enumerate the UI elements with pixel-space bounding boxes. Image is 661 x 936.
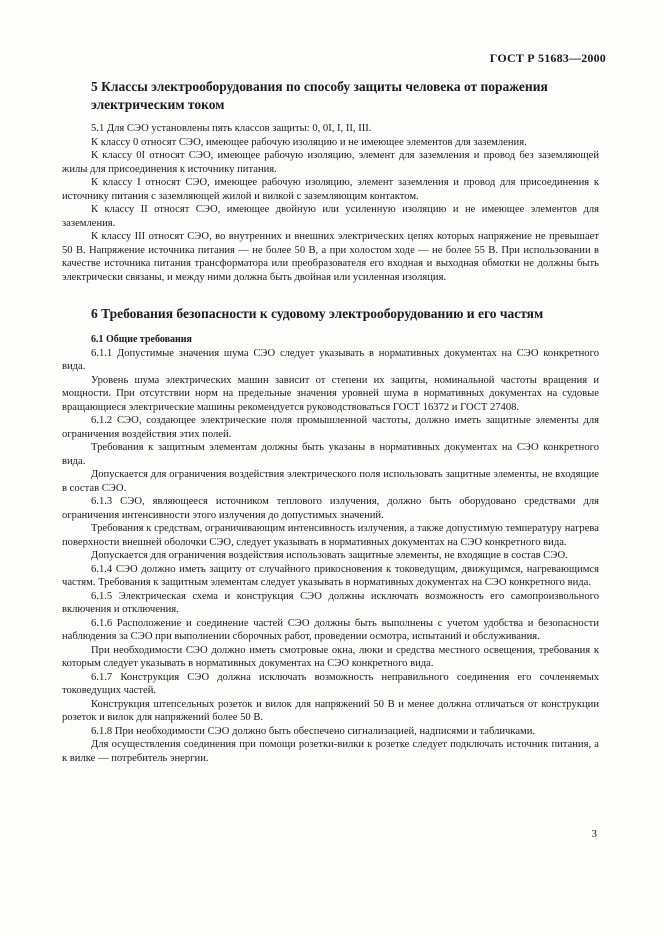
section-6-heading: 6 Требования безопасности к судовому электрооборудованию и его частям	[91, 306, 544, 321]
paragraph: К классу III относят СЭО, во внутренних и внешних электрических цепях которых напряжение не превышает 50 В. Напряжение источника питания — не более 50 В, а при холостом ходе — не более 55 В. При использовании в качестве источника питания трансформатора или преобразователя его входная и выходная обмотки не должны быть электрически связаны, и между ними должна быть двойная или усиленная изоляция.	[62, 231, 599, 283]
paragraph: 6.1.5 Электрическая схема и конструкция СЭО должны исключать возможность его самопроизвольного включения и отключения.	[62, 590, 599, 615]
paragraph: К классу 0I относят СЭО, имеющее рабочую изоляцию, элемент для заземления и провод без заземляющей жилы для присоединения к источнику питания.	[62, 150, 599, 175]
subsection-6-1-heading: 6.1 Общие требования	[91, 334, 192, 345]
paragraph: К классу II относят СЭО, имеющее двойную или усиленную изоляцию и не имеющее элементов для заземления.	[62, 204, 599, 229]
paragraph: 6.1.8 При необходимости СЭО должно быть обеспечено сигнализацией, надписями и табличками.	[91, 725, 536, 737]
paragraph: Требования к средствам, ограничивающим интенсивность излучения, а также допустимую температуру нагрева поверхности внешней оболочки СЭО, следует указывать в нормативных документах на СЭО конкретного вида.	[62, 523, 599, 548]
paragraph: 6.1.1 Допустимые значения шума СЭО следует указывать в нормативных документах на СЭО конкретного вида.	[62, 347, 599, 372]
paragraph: Допускается для ограничения воздействия использовать защитные элементы, не входящие в состав СЭО.	[91, 550, 568, 561]
section-5-body	[62, 122, 599, 284]
document-header: ГОСТ Р 51683—2000	[489, 51, 606, 65]
paragraph: 6.1.6 Расположение и соединение частей СЭО должны быть выполнены с учетом удобства и безопасности наблюдения за СЭО при выполнении сборочных работ, проведении осмотра, испытаний и обслуживания.	[62, 617, 599, 642]
section-6-body	[62, 333, 599, 765]
paragraph: При необходимости СЭО должно иметь смотровые окна, люки и средства местного освещения, требования к которым следует указывать в нормативных документах на СЭО конкретного вида.	[62, 644, 599, 669]
paragraph: К классу I относят СЭО, имеющее рабочую изоляцию, элемент заземления и провод для присоединения к источнику питания с заземляющей жилой и вилкой с заземляющим контактом.	[62, 177, 599, 202]
paragraph: 6.1.2 СЭО, создающее электрические поля промышленной частоты, должно иметь защитные элементы для ограничения воздействия этих полей.	[62, 415, 599, 440]
paragraph: Конструкция штепсельных розеток и вилок для напряжений 50 В и менее должна отличаться от конструкции розеток и вилок для напряжений более 50 В.	[62, 698, 599, 723]
paragraph: 6.1.3 СЭО, являющееся источником теплового излучения, должно быть оборудовано средствами для ограничения интенсивности этого излучения до допустимых значений.	[62, 496, 599, 521]
page-number: 3	[591, 828, 597, 840]
section-5-heading: 5 Классы электрооборудования по способу защиты человека от поражения электрическим током	[91, 79, 548, 112]
paragraph: 6.1.7 Конструкция СЭО должна исключать возможность неправильного соединения его сочленяемых токоведущих частей.	[62, 671, 599, 696]
paragraph: К классу 0 относят СЭО, имеющее рабочую изоляцию и не имеющее элементов для заземления.	[91, 136, 527, 148]
paragraph: Уровень шума электрических машин зависит от степени их защиты, номинальной частоты вращения и мощности. При отсутствии норм на предельные значения уровней шума в нормативных документах на судовые вращающиеся электрические машины рекомендуется руководствоваться ГОСТ 16372 и ГОСТ 27408.	[62, 374, 599, 413]
paragraph: 6.1.4 СЭО должно иметь защиту от случайного прикосновения к токоведущим, движущимся, нагревающимся частям. Требования к защитным элементам следует указывать в нормативных документах на СЭО конкретного вида.	[62, 563, 599, 588]
paragraph: Требования к защитным элементам должны быть указаны в нормативных документах на СЭО конкретного вида.	[62, 442, 599, 467]
paragraph: Для осуществления соединения при помощи розетки-вилки к розетке следует подключать источник питания, а к вилке — потребитель энергии.	[62, 739, 599, 764]
paragraph: Допускается для ограничения воздействия электрического поля использовать защитные элементы, не входящие в состав СЭО.	[62, 469, 599, 494]
paragraph: 5.1 Для СЭО установлены пять классов защиты: 0, 0I, I, II, III.	[91, 123, 372, 134]
